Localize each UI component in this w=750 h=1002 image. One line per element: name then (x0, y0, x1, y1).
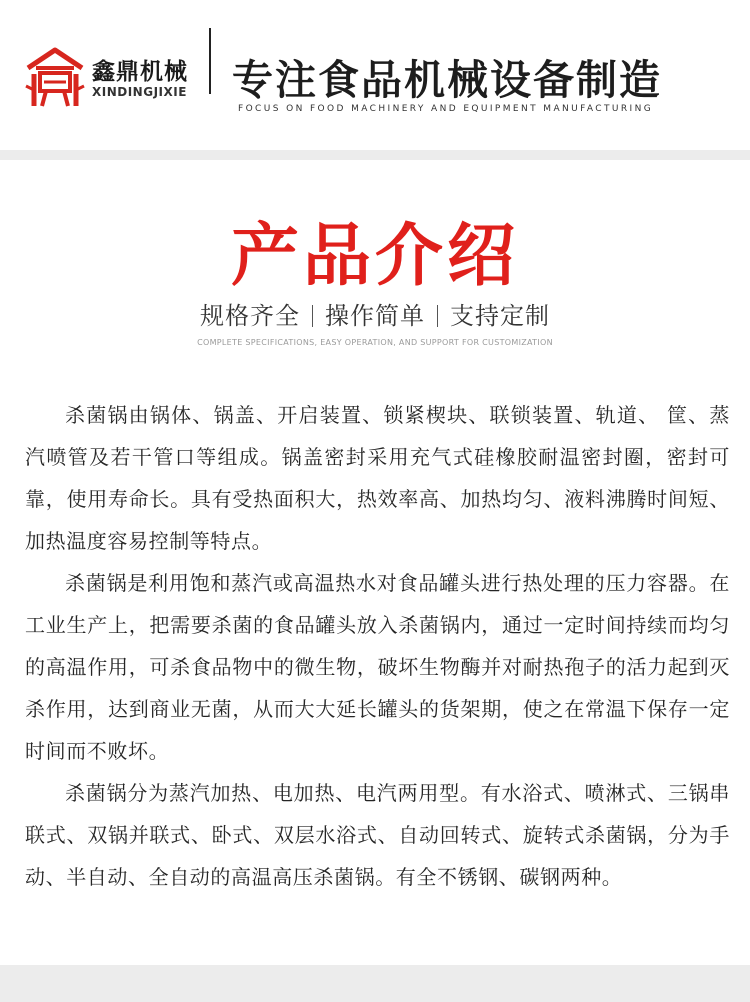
section-subtitle (0, 296, 750, 331)
subtitle-separator (437, 305, 438, 327)
section-title: 产品介绍 (230, 217, 519, 296)
brand-name: 鑫鼎机械 (92, 59, 188, 85)
header-divider (209, 28, 211, 94)
subtitle-item: 规格齐全 (200, 302, 300, 330)
xinding-logo-icon (24, 46, 86, 108)
page-header (0, 0, 750, 150)
subtitle-separator (312, 305, 313, 327)
slogan-english: FOCUS ON FOOD MACHINERY AND EQUIPMENT MANUFACTURING (238, 104, 654, 114)
subtitle-item: 支持定制 (450, 302, 550, 330)
product-intro-card (0, 160, 750, 965)
paragraph: 杀菌锅分为蒸汽加热、电加热、电汽两用型。有水浴式、喷淋式、三锅串联式、双锅并联式、卧式、双层水浴式、自动回转式、旋转式杀菌锅，分为手动、半自动、全自动的高温高压杀菌锅。有全不锈钢、碳钢两种。 (25, 781, 730, 889)
paragraph: 杀菌锅由锅体、锅盖、开启装置、锁紧楔块、联锁装置、轨道、 筐、蒸汽喷管及若干管口等组成。锅盖密封采用充气式硅橡胶耐温密封圈，密封可靠，使用寿命长。具有受热面积大，热效率高、加热均匀、液料沸腾时间短、加热温度容易控制等特点。 (25, 403, 730, 553)
section-subtitle-english: COMPLETE SPECIFICATIONS, EASY OPERATION, AND SUPPORT FOR CUSTOMIZATION (197, 338, 553, 347)
brand-pinyin: XINDINGJIXIE (92, 85, 187, 99)
subtitle-item: 操作简单 (325, 302, 425, 330)
slogan: 专注食品机械设备制造 (232, 56, 662, 104)
paragraph: 杀菌锅是利用饱和蒸汽或高温热水对食品罐头进行热处理的压力容器。在工业生产上，把需要杀菌的食品罐头放入杀菌锅内，通过一定时间持续而均匀的高温作用，可杀食品物中的微生物，破坏生物酶并对耐热孢子的活力起到灭杀作用，达到商业无菌，从而大大延长罐头的货架期，使之在常温下保存一定时间而不败坏。 (25, 571, 730, 763)
